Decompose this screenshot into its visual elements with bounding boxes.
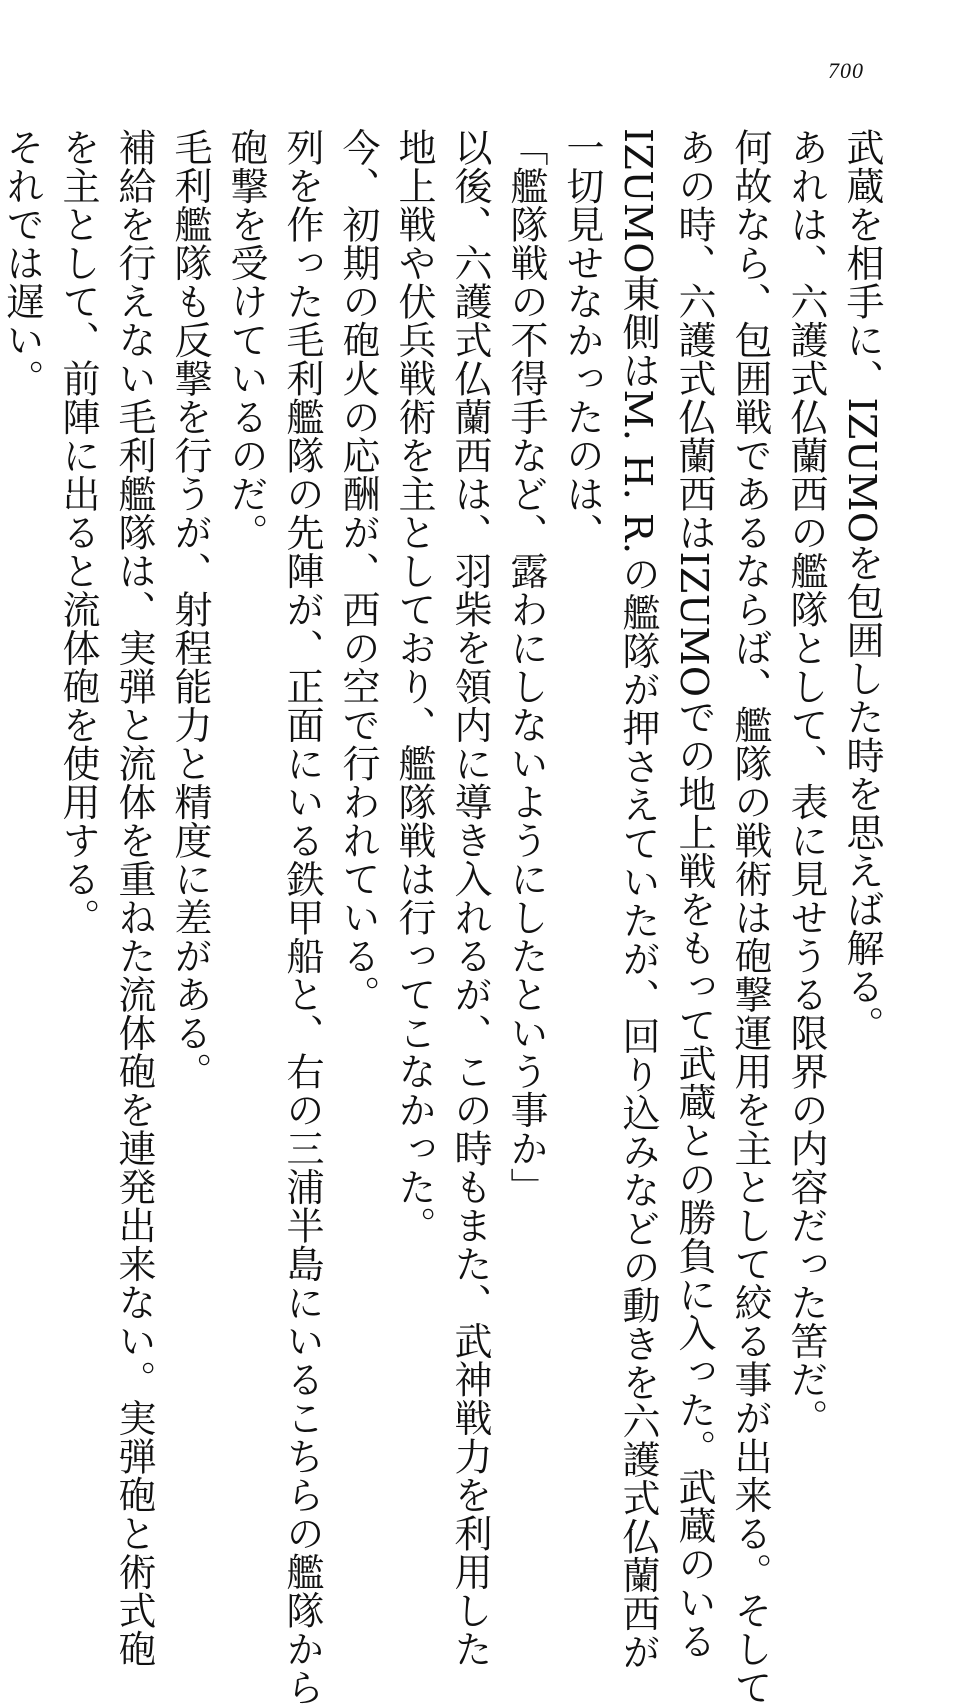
text-line: 列を作った毛利艦隊の先陣が、正面にいる鉄甲船と、右の三浦半島にいるこちらの艦隊から <box>280 128 324 1707</box>
text-line: 地上戦や伏兵戦術を主としており、艦隊戦は行ってこなかった。 <box>392 128 436 1245</box>
text-line: 毛利艦隊も反撃を行うが、射程能力と精度に差がある。 <box>168 128 212 1091</box>
text-line: それでは遅い。 <box>0 128 44 398</box>
text-line: 今、初期の砲火の応酬が、西の空で行われている。 <box>336 128 380 1014</box>
text-line: 以後、六護式仏蘭西は、羽柴を領内に導き入れるが、この時もまた、武神戦力を利用した <box>448 128 492 1668</box>
text-line: 補給を行えない毛利艦隊は、実弾と流体を重ねた流体砲を連発出来ない。実弾砲と術式砲 <box>112 128 156 1668</box>
text-line: 武蔵を相手に、IZUMOを包囲した時を思えば解る。 <box>840 128 884 1045</box>
text-line: 砲撃を受けているのだ。 <box>224 128 268 552</box>
dialogue-line: 「艦隊戦の不得手など、露わにしないようにしたという事か」 <box>504 128 548 1206</box>
text-line: を主として、前陣に出ると流体砲を使用する。 <box>56 128 100 937</box>
text-line: 一切見せなかったのは、 <box>560 128 604 552</box>
text-line: 何故なら、包囲戦であるならば、艦隊の戦術は砲撃運用を主として絞る事が出来る。そして <box>728 128 772 1707</box>
body-text <box>0 128 890 1707</box>
text-line: あの時、六護式仏蘭西はIZUMOでの地上戦をもって武蔵との勝負に入った。武蔵のいる <box>672 128 716 1661</box>
page-number: 700 <box>828 58 864 83</box>
text-line: あれは、六護式仏蘭西の艦隊として、表に見せうる限界の内容だった筈だ。 <box>784 128 828 1437</box>
text-line: IZUMO東側はM. H. R.の艦隊が押さえていたが、回り込みなどの動きを六護式仏蘭西が <box>616 128 660 1672</box>
